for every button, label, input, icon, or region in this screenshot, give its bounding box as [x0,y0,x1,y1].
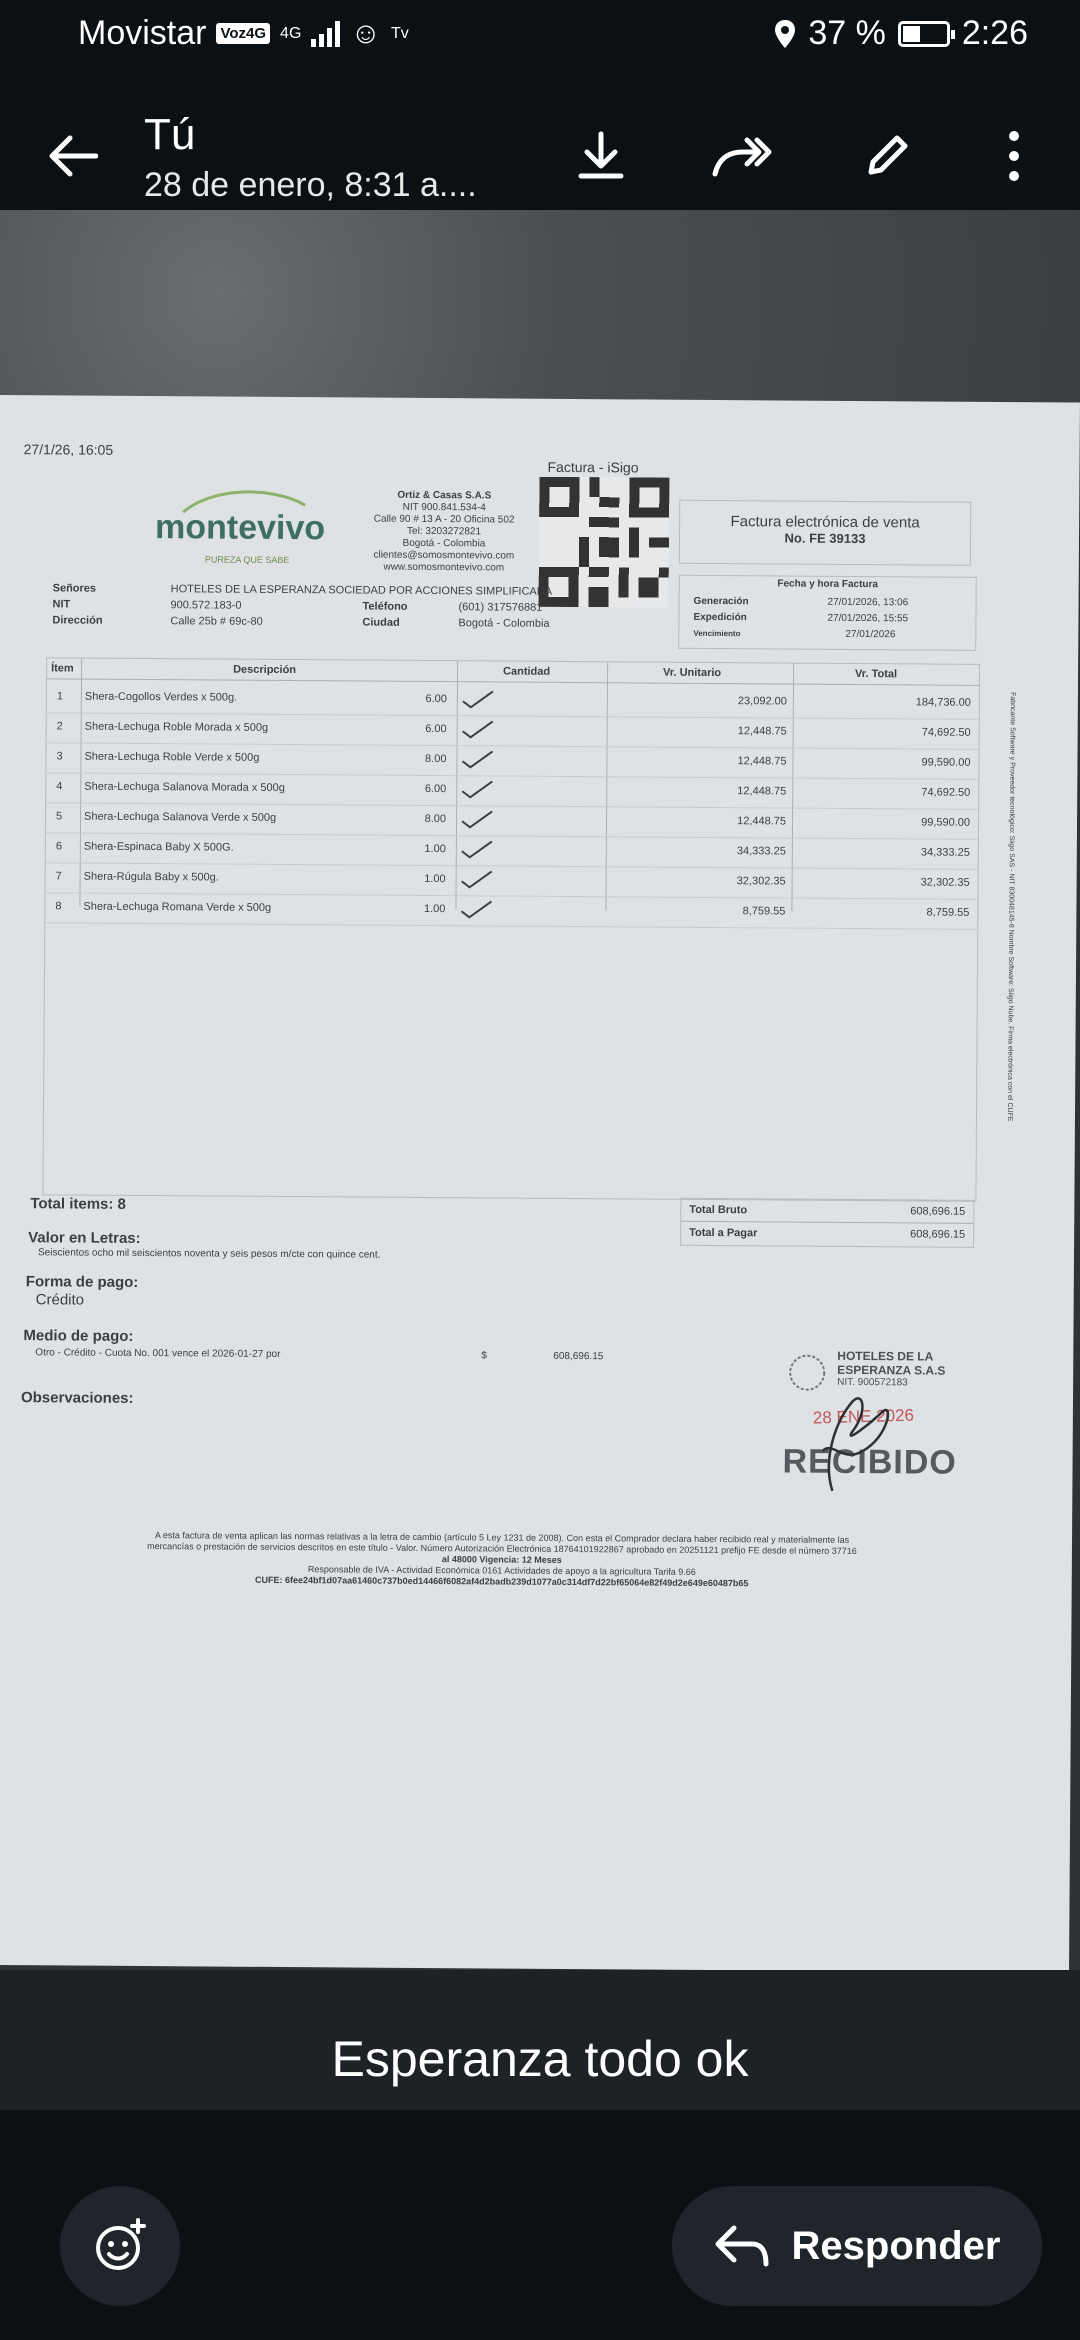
cell-descripcion: Shera-Lechuga Roble Morada x 500g [84,720,269,734]
pencil-icon [863,132,911,180]
direccion-label: Dirección [52,614,103,627]
signature-scribble [792,1391,913,1502]
cell-descripcion: Shera-Lechuga Salanova Morada x 500g [84,780,285,794]
download-icon [575,130,627,182]
forma-pago: Crédito [35,1291,85,1309]
cell-vr-total: 99,590.00 [921,816,971,829]
back-button[interactable] [36,120,108,192]
issuer-block [319,489,570,575]
vencimiento-label: Vencimiento [693,628,741,639]
forward-button[interactable] [707,120,779,192]
photo-background-floor [0,210,1080,420]
cell-item: 6 [55,840,63,853]
col-vr-total: Vr. Total [855,667,898,681]
table-header [47,662,981,681]
cell-vr-unitario: 12,448.75 [737,755,787,768]
issuer-nit: NIT 900.841.534-4 [402,501,486,514]
cell-cantidad: 6.00 [424,782,447,796]
issuer-website: www.somosmontevivo.com [383,561,505,574]
total-pagar-label: Total a Pagar [689,1226,758,1240]
reply-label: Responder [791,2223,1001,2268]
react-emoji-button[interactable] [60,2186,180,2306]
medio-currency: $ [481,1350,487,1362]
clock: 2:26 [961,14,1028,52]
client-name: HOTELES DE LA ESPERANZA SOCIEDAD POR ACCIONES SIMPLIFICADA [170,583,553,598]
footer-line-3: al 48000 Vigencia: 12 Meses [441,1554,562,1565]
logo-tagline: PUREZA QUE SABE [204,554,290,566]
generacion-label: Generación [693,595,749,608]
expedicion-label: Expedición [693,611,747,624]
expedicion-value: 27/01/2026, 15:55 [827,612,909,625]
cell-item: 3 [56,750,63,763]
doc-number: No. FE 39133 [784,530,866,547]
network-type: 4G [280,24,302,42]
total-pagar: 608,696.15 [910,1228,966,1241]
client-block [48,582,628,642]
stamp-date: 28 ENE 2026 [812,1405,915,1428]
more-options-button[interactable] [978,120,1050,192]
cell-item: 8 [55,900,62,913]
side-text-container [1001,692,1016,1352]
cell-vr-total: 74,692.50 [921,726,971,739]
tv-label: Tv [391,24,409,42]
print-title: Factura - iSigo [547,458,639,476]
cell-descripcion: Shera-Lechuga Salanova Verde x 500g [84,810,277,824]
message-date: 28 de enero, 8:31 a.... [144,166,477,204]
reply-arrow-icon [714,2224,770,2268]
client-address: Calle 25b # 69c-80 [170,615,263,628]
issuer-city: Bogotá - Colombia [402,537,486,550]
footer-line-2: mercancías o prestación de servicios descritos en este título - Valor. Número Autorización Electrónica 18764101922867 aprobado en 20251121 prefijo FE desde el número 37716 [147,1541,857,1557]
forward-icon [711,134,775,178]
senores-label: Señores [52,582,97,595]
cell-vr-total: 32,302.35 [920,876,970,889]
volte-badge: Voz4G [216,23,270,44]
checkmark-icon [461,689,495,709]
issuer-phone: Tel: 3203272821 [407,525,482,538]
cell-vr-total: 74,692.50 [921,786,971,799]
more-vert-icon [1006,130,1022,182]
cell-vr-total: 34,333.25 [920,846,970,859]
stamp-line2: ESPERANZA S.A.S [837,1362,946,1378]
cell-descripcion: Shera-Rúgula Baby x 500g. [83,870,219,884]
totals-box [680,1198,974,1248]
battery-icon [898,21,950,47]
cell-item: 7 [55,870,62,883]
client-phone: (601) 317576881 [458,601,543,614]
checkmark-icon [460,779,494,799]
col-item: Ítem [51,662,74,675]
cell-cantidad: 8.00 [424,812,447,826]
checkmark-icon [460,869,494,889]
cell-cantidad: 6.00 [425,692,447,706]
col-descripcion: Descripción [233,663,297,677]
logo-text: montevivo [154,508,326,548]
valor-letras: Seiscientos ocho mil seiscientos noventa y seis pesos m/cte con quince cent. [37,1247,381,1261]
checkmark-icon [459,899,493,919]
cell-vr-unitario: 23,092.00 [737,695,787,708]
total-bruto-label: Total Bruto [689,1203,748,1217]
whatsapp-status-icon: ☺ [350,16,382,50]
message-caption: Esperanza todo ok [331,2031,749,2087]
cell-vr-total: 184,736.00 [915,696,971,709]
cell-item: 1 [56,690,64,703]
issuer-email: clientes@somosmontevivo.com [373,549,515,562]
side-text: Fabricante Software y Proveedor tecnológico: Siigo SAS - NIT 830048145-8 Nombre Software: Siigo Nube. Firma electrónica con el CUFE [1005,692,1016,1122]
print-date: 27/1/26, 16:05 [23,441,114,458]
cell-cantidad: 6.00 [425,722,447,736]
checkmark-icon [461,719,495,739]
received-stamp [782,1344,983,1505]
cell-cantidad: 1.00 [424,842,446,856]
carrier-name: Movistar [78,14,207,52]
cell-vr-unitario: 12,448.75 [737,725,787,738]
cell-descripcion: Shera-Lechuga Romana Verde x 500g [83,900,272,914]
issuer-name: Ortiz & Casas S.A.S [397,489,492,502]
cell-item: 2 [56,720,63,733]
dates-header: Fecha y hora Factura [777,578,879,591]
total-items: Total items: 8 [30,1195,126,1213]
footer-line-4: Responsable de IVA - Actividad Económica 0161 Actividades de apoyo a la agricultura Tarifa 9.66 [307,1564,696,1577]
footer-cufe: CUFE: 6fee24bf1d07aa61460c737b0ed14466f6082af4d2badb239d1077a0c314df7d22bf65064e82f49d2e649e60487b65 [255,1574,749,1589]
signal-icon [311,21,340,47]
status-bar [0,0,1080,75]
cell-descripcion: Shera-Lechuga Roble Verde x 500g [84,750,260,764]
generacion-value: 27/01/2026, 13:06 [827,596,909,609]
checkmark-icon [460,839,494,859]
footer-line-1: A esta factura de venta aplican las normas relativas a la letra de cambio (artículo 5 Ley 1231 de 2008). Con esta el Comprador declara haber recibido real y materialmente las [154,1530,850,1545]
legal-footer [32,1529,972,1591]
status-right [774,14,1028,53]
cell-cantidad: 8.00 [425,752,447,766]
observaciones-label: Observaciones: [20,1389,134,1407]
total-bruto: 608,696.15 [910,1205,966,1218]
invoice-dates-box [678,575,977,651]
stamp-line3: NIT. 900572183 [837,1376,908,1389]
emoji-add-icon [92,2218,148,2274]
forma-pago-label: Forma de pago: [25,1273,139,1291]
medio-pago-label: Medio de pago: [23,1327,134,1345]
client-nit: 900.572.183-0 [170,599,242,612]
client-city: Bogotá - Colombia [458,617,550,630]
col-cantidad: Cantidad [503,665,551,678]
reply-button[interactable] [672,2186,1042,2306]
checkmark-icon [460,809,494,829]
items-table [42,657,980,1202]
battery-percent: 37 % [808,14,886,52]
location-icon [774,19,796,49]
cell-item: 4 [56,780,63,793]
back-arrow-icon [46,134,98,178]
doc-type-box [679,500,971,566]
medio-amount: 608,696.15 [553,1350,604,1363]
telefono-label: Teléfono [362,600,408,613]
status-left [78,14,409,53]
cell-vr-unitario: 8,759.55 [742,905,786,918]
vencimiento-value: 27/01/2026 [845,628,896,641]
checkmark-icon [460,749,494,769]
edit-button[interactable] [851,120,923,192]
stamp-seal-icon [787,1353,827,1393]
cell-descripcion: Shera-Cogollos Verdes x 500g. [84,690,238,704]
invoice-paper [0,395,1080,1973]
doc-type: Factura electrónica de venta [730,513,920,532]
cell-vr-unitario: 12,448.75 [737,815,787,828]
cell-cantidad: 1.00 [423,902,446,916]
cell-vr-unitario: 12,448.75 [737,785,787,798]
cell-vr-total: 99,590.00 [921,756,971,769]
medio-pago: Otro - Crédito - Cuota No. 001 vence el 2026-01-27 por [35,1347,281,1360]
invoice-photo[interactable] [0,210,1080,2110]
sender-name: Tú [144,110,196,159]
col-vr-unitario: Vr. Unitario [663,666,722,680]
cell-item: 5 [56,810,63,823]
issuer-address: Calle 90 # 13 A - 20 Oficina 502 [373,513,515,526]
ciudad-label: Ciudad [362,616,400,629]
download-button[interactable] [565,120,637,192]
cell-descripcion: Shera-Espinaca Baby X 500G. [83,840,234,854]
cell-cantidad: 1.00 [424,872,446,886]
valor-letras-label: Valor en Letras: [28,1229,141,1248]
stamp-line1: HOTELES DE LA [837,1348,934,1364]
nit-label: NIT [52,598,71,611]
cell-vr-unitario: 32,302.35 [736,875,786,888]
cell-vr-unitario: 34,333.25 [736,845,786,858]
cell-vr-total: 8,759.55 [926,906,970,919]
stamp-recibido: RECIBIDO [782,1442,957,1482]
table-row [45,892,977,930]
